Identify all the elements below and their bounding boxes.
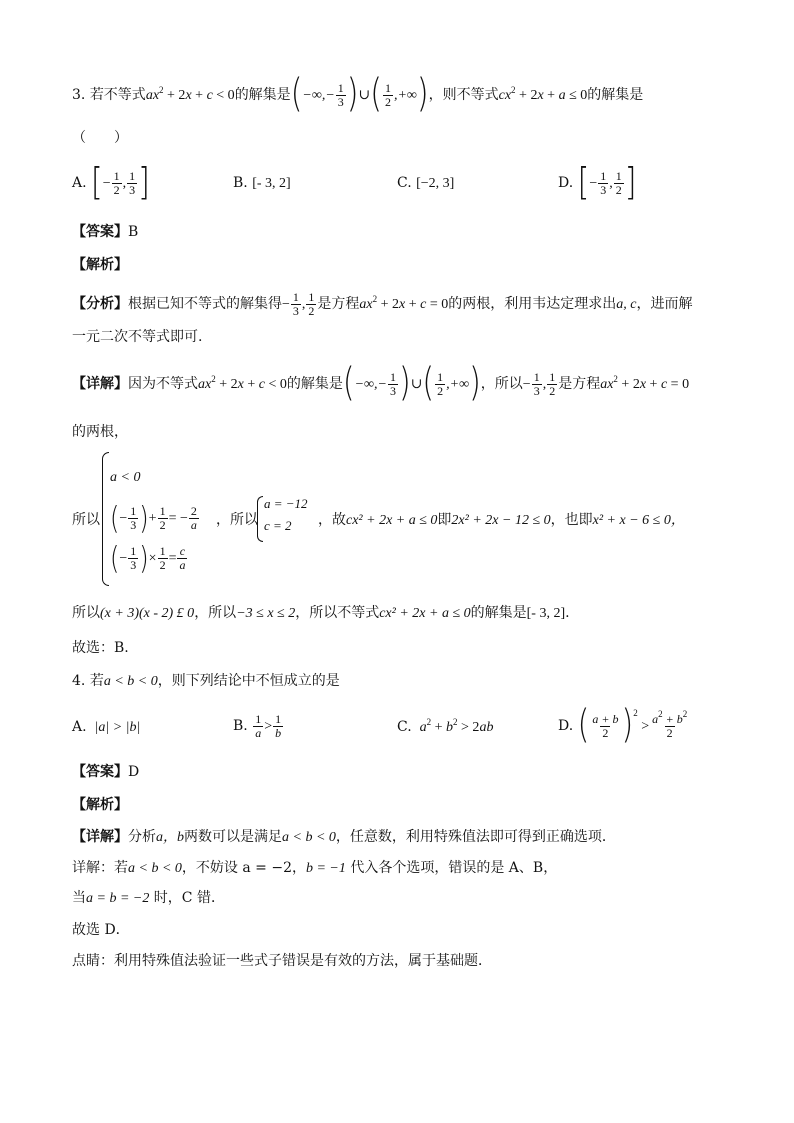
q3-choose: 故选：B. bbox=[72, 640, 129, 656]
solution-c: c = 2 bbox=[264, 518, 292, 533]
q3-analysis-tag: 【解析】 bbox=[72, 257, 128, 273]
q4-stem: 4. 若a < b < 0，则下列结论中不恒成立的是 bbox=[72, 673, 340, 689]
q4-detail-line2: 详解：若a < b < 0，不妨设 a = −2，b = −1 代入各个选项，错误的是 A、B， bbox=[72, 860, 558, 876]
q3-option-d[interactable]: D. [− $\frac{1}{3}$ , $\frac{1}{2}$ ] bbox=[558, 160, 637, 205]
q3-sys-suoyi2: ，所以 bbox=[216, 512, 258, 528]
q4-number: 4. bbox=[72, 673, 86, 689]
q4-choose: 故选 D． bbox=[72, 922, 130, 938]
q4-option-d[interactable]: D. ( $\frac{a + b}{2}$ )$^2$ > $\frac{a^2 + b^2}{2}$ bbox=[558, 702, 688, 749]
left-brace-icon bbox=[257, 496, 263, 542]
q3-paren: （ ） bbox=[72, 130, 128, 146]
q3-stem: 3. 若不等式$ax^2 + 2x + c < 0$的解集是(−∞,− $\frac{1}{3}$ )∪( $\frac{1}{2}$ ,+∞)，则不等式$cx^2 + 2x + a \le 0$的解集是 bbox=[72, 71, 644, 118]
q4-option-c[interactable]: C. $a^2 + b^2 > 2ab$ bbox=[397, 717, 494, 735]
solution-a: a = −12 bbox=[264, 496, 308, 511]
system-eq-3: (− $\frac{1}{3}$ )× $\frac{1}{2}$ = $\frac{c}{a}$ bbox=[110, 539, 186, 577]
system-eq-1: a < 0 bbox=[110, 470, 141, 485]
q3-after-system: ，故cx² + 2x + a ≤ 0即2x² + 2x − 12 ≤ 0，也即x² + x − 6 ≤ 0， bbox=[318, 512, 685, 528]
q4-option-a[interactable]: A. |a| > |b| bbox=[72, 719, 141, 735]
q4-answer: 【答案】D bbox=[72, 764, 140, 780]
q3-suoyi: 所以 bbox=[72, 512, 100, 528]
q4-analysis-tag: 【解析】 bbox=[72, 797, 128, 813]
system-eq-2: (− $\frac{1}{3}$ )+ $\frac{1}{2}$ = − $\frac{2}{a}$ bbox=[110, 499, 197, 537]
q3-option-b[interactable]: B. [- 3, 2] bbox=[233, 175, 291, 191]
q4-dianjing: 点睛：利用特殊值法验证一些式子错误是有效的方法，属于基础题． bbox=[72, 953, 492, 969]
q4-detail-line3: 当a = b = −2 时，C 错． bbox=[72, 890, 225, 906]
q3-option-c[interactable]: C. [−2, 3] bbox=[397, 175, 455, 191]
q3-number: 3. bbox=[72, 87, 86, 103]
q3-answer: 【答案】B bbox=[72, 224, 139, 240]
q4-option-b[interactable]: B. $\frac{1}{a}$ > $\frac{1}{b}$ bbox=[233, 711, 282, 740]
q3-fenxi-line2: 一元二次不等式即可. bbox=[72, 329, 203, 345]
q3-final: 所以(x + 3)(x - 2) £ 0，所以−3 ≤ x ≤ 2，所以不等式cx² + 2x + a ≤ 0的解集是[- 3, 2]. bbox=[72, 605, 570, 621]
q3-fenxi: 【分析】根据已知不等式的解集得− $\frac{1}{3}$ , $\frac{1}{2}$ 是方程$ax^2 + 2x + c = 0$的两根，利用韦达定理求出a, c，进而解 bbox=[72, 289, 693, 318]
q3-detail-line2: 的两根， bbox=[72, 424, 128, 440]
left-brace-icon bbox=[102, 452, 109, 586]
q3-option-a[interactable]: A. [− $\frac{1}{2}$ , $\frac{1}{3}$ ] bbox=[72, 160, 150, 205]
q3-detail: 【详解】因为不等式$ax^2 + 2x + c < 0$的解集是(−∞,− $\frac{1}{3}$ )∪( $\frac{1}{2}$ ,+∞)，所以− $\frac{1}{3}$ , $\frac{1}{2}$ 是方程$ax^2 + 2x + c = 0$ bbox=[72, 360, 690, 407]
q4-detail: 【详解】分析a，b两数可以是满足a < b < 0，任意数，利用特殊值法即可得到正确选项． bbox=[72, 829, 616, 845]
